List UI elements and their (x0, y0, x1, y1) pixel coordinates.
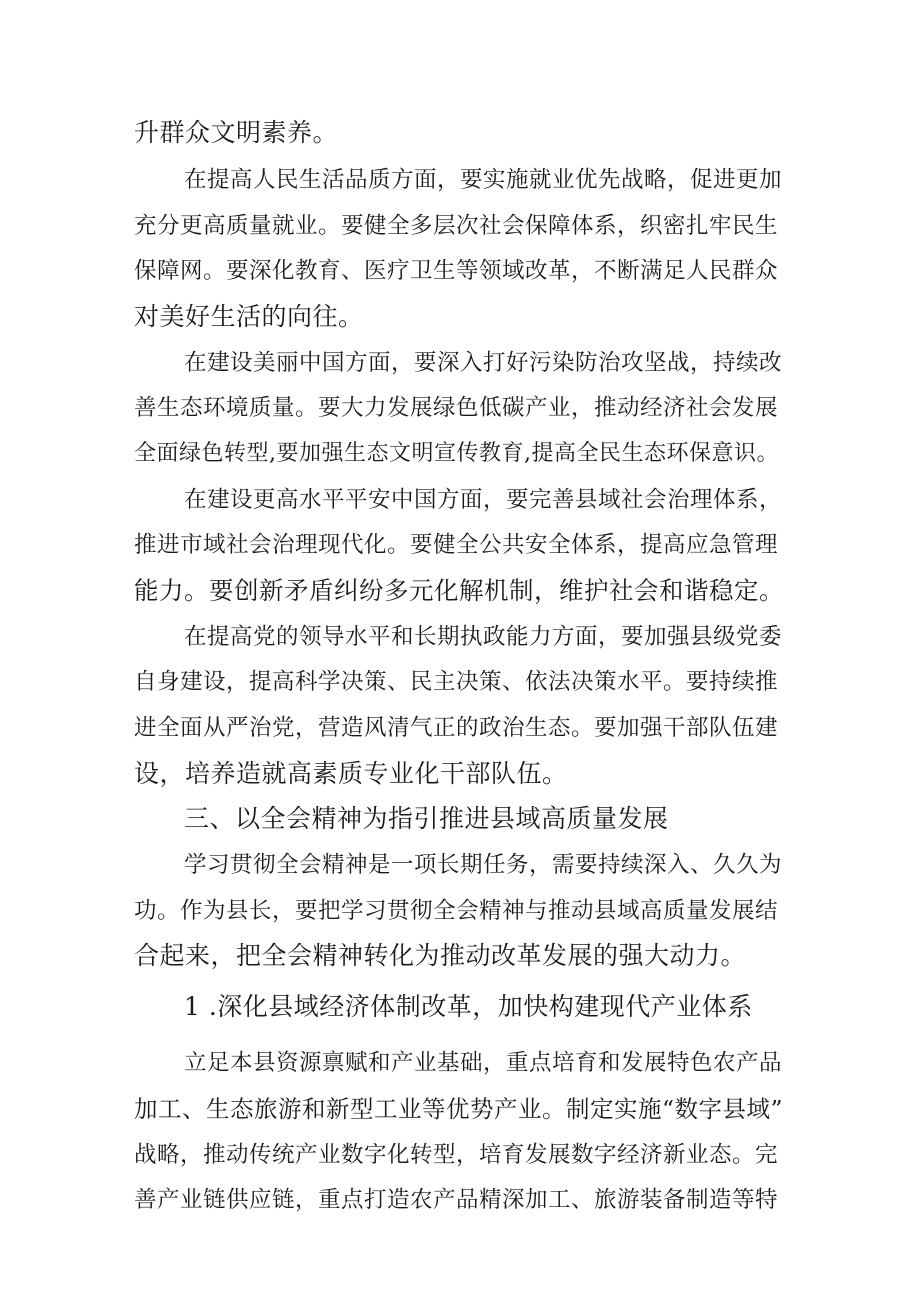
text-line: 善生态环境质量。要大力发展绿色低碳产业，推动经济社会发展 (134, 395, 779, 421)
paragraph-start: 学习贯彻全会精神是一项长期任务，需要持续深入、久久为 (184, 852, 783, 878)
paragraph-start: 立足本县资源禀赋和产业基础，重点培育和发展特色农产品 (184, 1050, 783, 1076)
text-line: 自身建设，提高科学决策、民主决策、依法决策水平。要持续推 (134, 669, 779, 695)
text-line: 推进市域社会治理现代化。要健全公共安全体系，提高应急管理 (134, 532, 779, 558)
text-line: 进全面从严治党，营造风清气正的政治生态。要加强干部队伍建 (134, 715, 779, 741)
text-line: 能力。要创新矛盾纠纷多元化解机制，维护社会和谐稳定。 (134, 576, 784, 605)
section-heading: 三、以全会精神为指引推进县域高质量发展 (184, 804, 669, 833)
paragraph-start: 在建设美丽中国方面，要深入打好污染防治攻坚战，持续改 (184, 350, 783, 376)
subsection-heading: 1 .深化县域经济体制改革，加快构建现代产业体系 (184, 992, 753, 1021)
text-line: 战略，推动传统产业数字化转型，培育发展数字经济新业态。完 (134, 1142, 779, 1168)
text-line: 对美好生活的向往。 (134, 302, 364, 331)
text-line: 善产业链供应链，重点打造农产品精深加工、旅游装备制造等特 (134, 1187, 779, 1213)
text-line: 设，培养造就高素质专业化干部队伍。 (134, 759, 568, 788)
text-line: 升群众文明素养。 (134, 118, 339, 147)
paragraph-start: 在提高党的领导水平和长期执政能力方面，要加强县级党委 (184, 624, 783, 650)
text-line: 功。作为县长，要把学习贯彻全会精神与推动县域高质量发展结 (134, 898, 779, 924)
text-line: 充分更高质量就业。要健全多层次社会保障体系，织密扎牢民生 (134, 213, 779, 239)
paragraph-start: 在提高人民生活品质方面，要实施就业优先战略，促进更加 (184, 167, 783, 193)
text-line: 合起来，把全会精神转化为推动改革发展的强大动力。 (134, 941, 747, 970)
paragraph-start: 在建设更高水平平安中国方面，要完善县域社会治理体系， (184, 487, 783, 513)
text-line: 全面绿色转型,要加强生态文明宣传教育,提高全民生态环保意识。 (134, 441, 779, 466)
text-line: 加工、生态旅游和新型工业等优势产业。制定实施“数字县域” (134, 1095, 784, 1123)
text-line: 保障网。要深化教育、医疗卫生等领域改革，不断满足人民群众 (134, 258, 779, 284)
